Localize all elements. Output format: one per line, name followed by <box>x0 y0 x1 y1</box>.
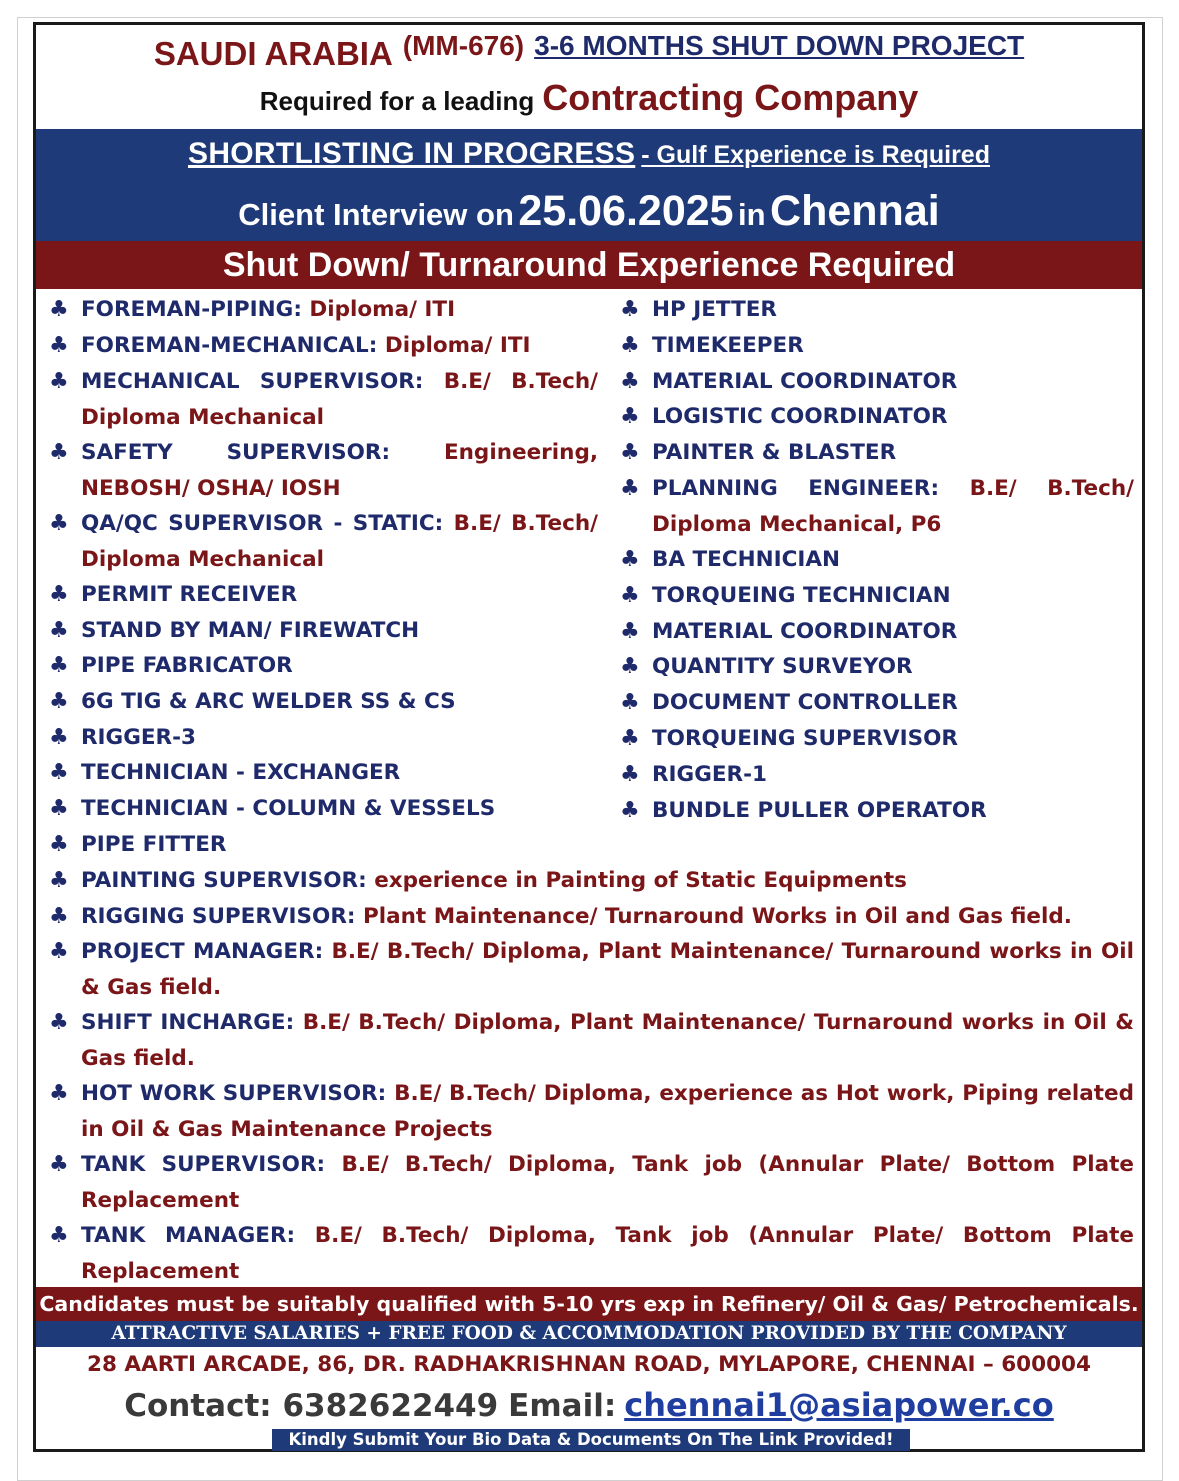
club-bullet-icon: ♣ <box>49 796 69 821</box>
project-title: 3-6 MONTHS SHUT DOWN PROJECT <box>534 30 1025 61</box>
club-bullet-icon: ♣ <box>620 297 640 322</box>
list-item: ♣ PLANNING ENGINEER: B.E/ B.Tech/ Diploma Mechanical, P6 <box>652 471 1134 542</box>
list-item: ♣ PAINTER & BLASTER <box>652 435 1134 471</box>
list-item: ♣ HOT WORK SUPERVISOR: B.E/ B.Tech/ Diploma, experience as Hot work, Piping related in Oil & Gas Maintenance Projects <box>81 1076 1134 1147</box>
shortlisting-text: SHORTLISTING IN PROGRESS <box>188 137 636 170</box>
company-type: Contracting Company <box>542 77 919 118</box>
shortlisting-line <box>36 137 1142 171</box>
list-item: ♣ TECHNICIAN - COLUMN & VESSELS <box>81 791 601 827</box>
club-bullet-icon: ♣ <box>49 689 69 714</box>
interview-date: 25.06.2025 <box>518 187 734 235</box>
list-item: ♣ DOCUMENT CONTROLLER <box>652 685 1134 721</box>
interview-prefix: Client Interview on <box>238 197 514 232</box>
interview-banner <box>36 129 1142 241</box>
list-item: ♣ MECHANICAL SUPERVISOR: B.E/ B.Tech/ Diploma Mechanical <box>81 364 598 435</box>
club-bullet-icon: ♣ <box>49 1081 69 1106</box>
required-for-text: Required for a leading <box>259 86 535 116</box>
club-bullet-icon: ♣ <box>49 653 69 678</box>
club-bullet-icon: ♣ <box>620 762 640 787</box>
list-item: ♣ HP JETTER <box>652 292 1134 328</box>
club-bullet-icon: ♣ <box>620 654 640 679</box>
club-bullet-icon: ♣ <box>49 760 69 785</box>
club-bullet-icon: ♣ <box>49 440 69 465</box>
list-item: ♣ BA TECHNICIAN <box>652 542 1134 578</box>
list-item: ♣ RIGGING SUPERVISOR: Plant Maintenance/ Turnaround Works in Oil and Gas field. <box>81 899 1134 935</box>
country-title: SAUDI ARABIA <box>153 35 393 72</box>
club-bullet-icon: ♣ <box>49 582 69 607</box>
header-line-1 <box>36 25 1142 77</box>
email-label: Email: <box>508 1388 617 1424</box>
list-item: ♣ TORQUEING SUPERVISOR <box>652 721 1134 757</box>
club-bullet-icon: ♣ <box>620 476 640 501</box>
club-bullet-icon: ♣ <box>49 297 69 322</box>
list-item: ♣ RIGGER-1 <box>652 757 1134 793</box>
header-line-2 <box>36 77 1142 129</box>
club-bullet-icon: ♣ <box>620 404 640 429</box>
list-item: ♣ PROJECT MANAGER: B.E/ B.Tech/ Diploma, Plant Maintenance/ Turnaround works in Oil & Gas field. <box>81 934 1134 1005</box>
club-bullet-icon: ♣ <box>49 868 69 893</box>
list-item: ♣ 6G TIG & ARC WELDER SS & CS <box>81 684 601 720</box>
job-code: (MM-676) <box>402 30 525 61</box>
list-item: ♣ PIPE FABRICATOR <box>81 648 601 684</box>
club-bullet-icon: ♣ <box>49 511 69 536</box>
club-bullet-icon: ♣ <box>49 369 69 394</box>
list-item: ♣ TORQUEING TECHNICIAN <box>652 578 1134 614</box>
gulf-experience-text: - Gulf Experience is Required <box>641 141 990 169</box>
list-item: ♣ FOREMAN-MECHANICAL: Diploma/ ITI <box>81 328 601 364</box>
office-address: 28 AARTI ARCADE, 86, DR. RADHAKRISHNAN ROAD, MYLAPORE, CHENNAI – 600004 <box>87 1352 1091 1377</box>
club-bullet-icon: ♣ <box>49 832 69 857</box>
job-poster <box>33 22 1145 1452</box>
club-bullet-icon: ♣ <box>620 440 640 465</box>
contact-phone: Contact: 6382622449 <box>124 1388 499 1424</box>
benefits-banner: ATTRACTIVE SALARIES + FREE FOOD & ACCOMMODATION PROVIDED BY THE COMPANY <box>36 1321 1142 1347</box>
club-bullet-icon: ♣ <box>49 618 69 643</box>
interview-city: Chennai <box>770 187 940 235</box>
list-item: ♣ SAFETY SUPERVISOR: Engineering, NEBOSH/ OSHA/ IOSH <box>81 435 598 506</box>
club-bullet-icon: ♣ <box>620 547 640 572</box>
club-bullet-icon: ♣ <box>49 333 69 358</box>
club-bullet-icon: ♣ <box>49 904 69 929</box>
list-item: ♣ QUANTITY SURVEYOR <box>652 649 1134 685</box>
club-bullet-icon: ♣ <box>49 725 69 750</box>
club-bullet-icon: ♣ <box>620 690 640 715</box>
qualification-banner: Candidates must be suitably qualified with 5-10 yrs exp in Refinery/ Oil & Gas/ Petrochemicals. <box>36 1287 1142 1321</box>
club-bullet-icon: ♣ <box>49 1152 69 1177</box>
interview-line <box>36 187 1142 236</box>
list-item: ♣ QA/QC SUPERVISOR - STATIC: B.E/ B.Tech/ Diploma Mechanical <box>81 506 598 577</box>
list-item: ♣ BUNDLE PULLER OPERATOR <box>652 793 1134 829</box>
experience-banner: Shut Down/ Turnaround Experience Required <box>36 241 1142 289</box>
list-item: ♣ LOGISTIC COORDINATOR <box>652 399 1134 435</box>
list-item: ♣ PAINTING SUPERVISOR: experience in Painting of Static Equipments <box>81 863 1134 899</box>
club-bullet-icon: ♣ <box>49 939 69 964</box>
club-bullet-icon: ♣ <box>620 798 640 823</box>
list-item: ♣ FOREMAN-PIPING: Diploma/ ITI <box>81 292 601 328</box>
list-item: ♣ TANK MANAGER: B.E/ B.Tech/ Diploma, Tank job (Annular Plate/ Bottom Plate Replacement <box>81 1218 1134 1289</box>
list-item: ♣ MATERIAL COORDINATOR <box>652 364 1134 400</box>
list-item: ♣ STAND BY MAN/ FIREWATCH <box>81 613 601 649</box>
interview-in: in <box>738 197 766 232</box>
club-bullet-icon: ♣ <box>49 1010 69 1035</box>
club-bullet-icon: ♣ <box>620 369 640 394</box>
list-item: ♣ TECHNICIAN - EXCHANGER <box>81 755 601 791</box>
contact-line <box>36 1383 1142 1427</box>
club-bullet-icon: ♣ <box>49 1223 69 1248</box>
list-item: ♣ MATERIAL COORDINATOR <box>652 614 1134 650</box>
list-item: ♣ TIMEKEEPER <box>652 328 1134 364</box>
list-item: ♣ TANK SUPERVISOR: B.E/ B.Tech/ Diploma, Tank job (Annular Plate/ Bottom Plate Replacement <box>81 1147 1134 1218</box>
list-item: ♣ PERMIT RECEIVER <box>81 577 601 613</box>
list-item: ♣ PIPE FITTER <box>81 827 601 863</box>
club-bullet-icon: ♣ <box>620 619 640 644</box>
club-bullet-icon: ♣ <box>620 333 640 358</box>
email-link[interactable]: chennai1@asiapower.co <box>624 1386 1054 1424</box>
list-item: ♣ RIGGER-3 <box>81 720 601 756</box>
list-item: ♣ SHIFT INCHARGE: B.E/ B.Tech/ Diploma, Plant Maintenance/ Turnaround works in Oil & Gas field. <box>81 1005 1134 1076</box>
club-bullet-icon: ♣ <box>620 583 640 608</box>
submit-notice: Kindly Submit Your Bio Data & Documents On The Link Provided! <box>272 1429 910 1451</box>
club-bullet-icon: ♣ <box>620 726 640 751</box>
